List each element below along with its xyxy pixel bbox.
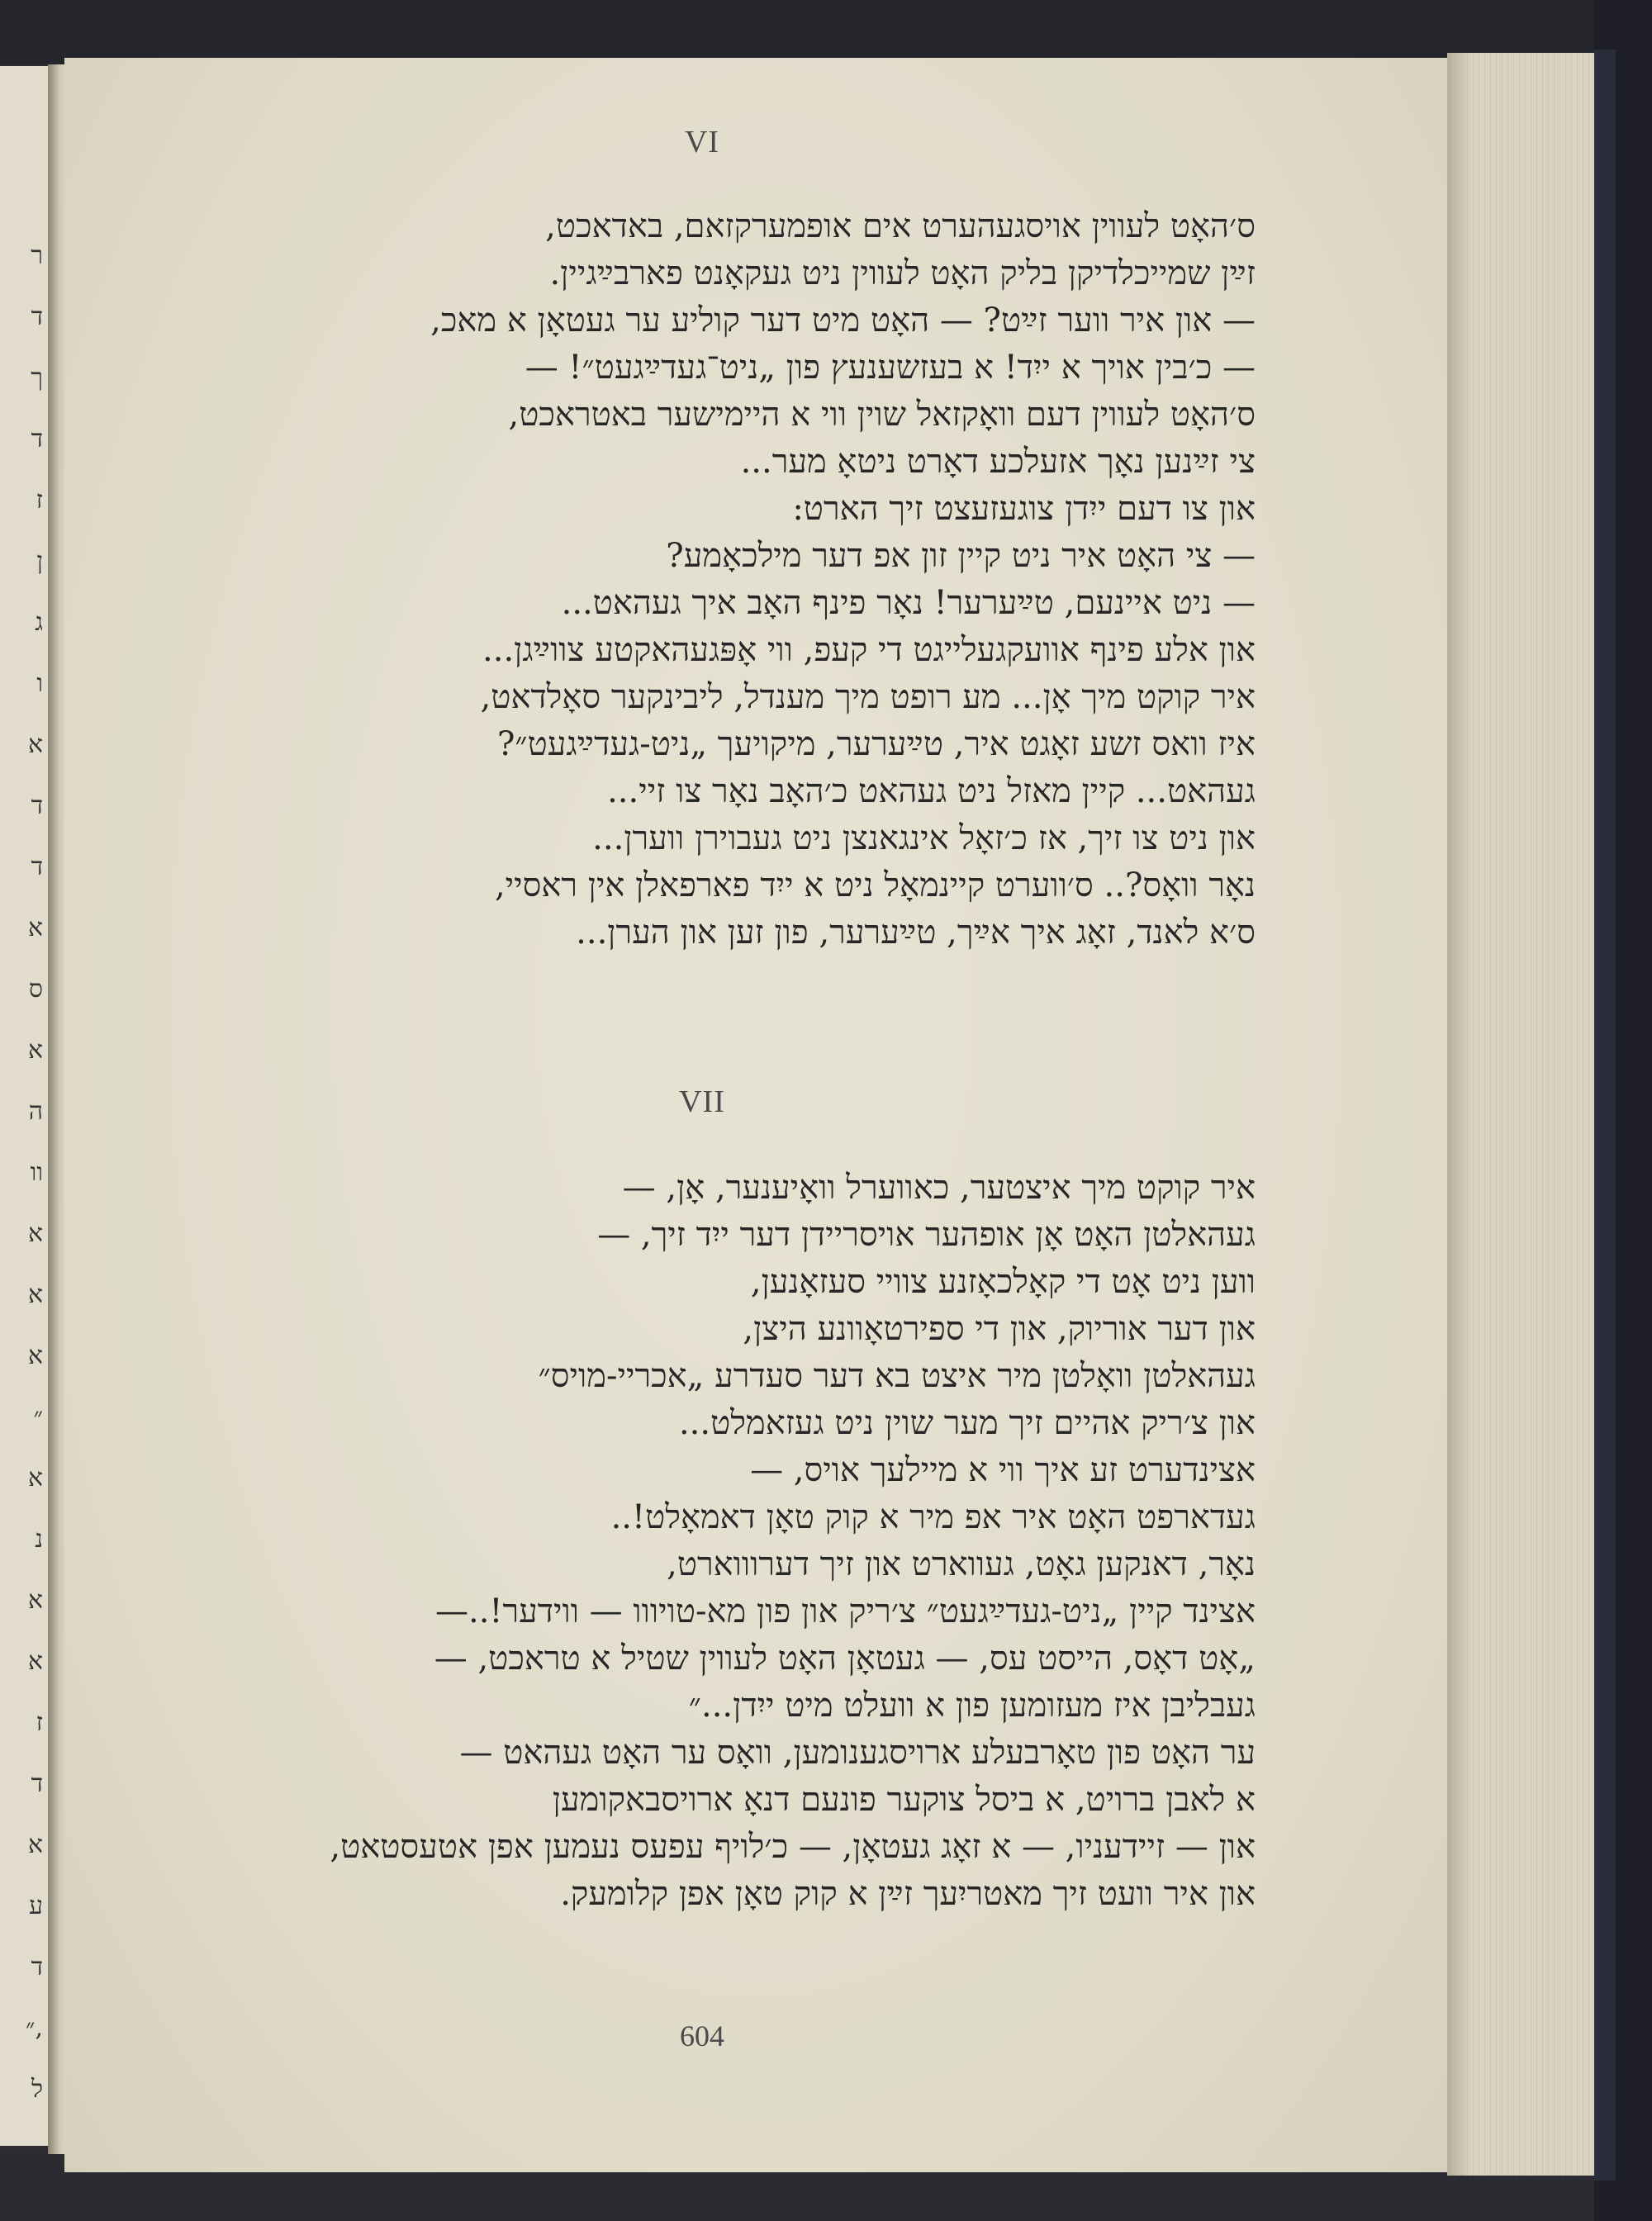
left-page-fragment: א	[27, 914, 43, 942]
section-title-vii: VII	[679, 1084, 725, 1119]
text-line: און ניט צו זיך, אז כ׳זאָל אינגאנצן ניט געבוירן ווערן...	[592, 819, 1256, 857]
text-line: געבליבן איז מעזומען פון א וועלט מיט ייִדן...״	[688, 1687, 1256, 1725]
left-page-fragment: א	[27, 1647, 43, 1676]
left-page-fragment: ר	[31, 241, 43, 270]
text-line: נאָר וואָס?.. ס׳ווערט קיינמאָל ניט א ייִד פארפאלן אין ראסיי,	[494, 866, 1256, 904]
page-number: 604	[680, 2019, 724, 2053]
text-line: — און איר ווער זײַט? — האָט מיט דער קוליע ער געטאָן א מאכ,	[430, 301, 1256, 339]
left-page-fragment: ״	[33, 1402, 43, 1431]
left-page-fragment: ד	[31, 1769, 43, 1798]
text-line: ער האָט פון טאָרבעלע ארויסגענומען, וואָס ער האָט געהאט —	[459, 1734, 1256, 1772]
left-page-fragment: נ	[35, 1525, 43, 1554]
left-page-fragment: ס	[28, 975, 43, 1004]
text-line: און צו דעם ייִדן צוגעזעצט זיך הארט:	[792, 490, 1256, 528]
text-line: אצינדערט זע איך ווי א מיילעך אויס, —	[750, 1451, 1256, 1489]
text-line: און צ׳ריק אהיים זיך מער שוין ניט געזאמלט...	[678, 1404, 1256, 1442]
left-page-fragment: א	[27, 1280, 43, 1309]
text-line: געהאט... קיין מאזל ניט געהאט כ׳האָב נאָר צו זיי...	[607, 772, 1256, 810]
left-page-fragment: ו	[36, 669, 43, 698]
left-page-fragment: א	[27, 730, 43, 759]
section-title-vi: VI	[684, 125, 720, 159]
text-line: אצינד קיין „ניט-געדײַגעט״ צ׳ריק און פון מא-טויווו — ווידער!..—	[434, 1592, 1256, 1630]
left-page-fragment: א	[27, 1586, 43, 1615]
text-line: איז וואס זשע זאָגט איר, טײַערער, מיקויעך „ניט-געדײַגעט״?	[496, 725, 1256, 763]
text-line: „אָט דאָס, הייסט עס, — געטאָן האָט לעווין שטיל א טראכט, —	[434, 1640, 1256, 1678]
text-line: איר קוקט מיך איצטער, כאווערל וואָיענער, אָן, —	[622, 1169, 1256, 1207]
left-page-fragment: ז	[36, 1708, 43, 1737]
text-line: א לאבן ברויט, א ביסל צוקער פונעם דנאָ ארויסבאקומען	[552, 1781, 1256, 1819]
left-page-fragment: א	[27, 1830, 43, 1859]
text-line: און — זיידעניו, — א זאָג געטאָן, — כ׳לויף עפעס נעמען אפן אטעסטאט,	[330, 1828, 1256, 1866]
left-page-fragment: א	[27, 1219, 43, 1248]
left-page-edge	[0, 66, 50, 2146]
left-page-fragment: ה	[28, 1097, 43, 1126]
left-page-fragment: ד	[31, 425, 43, 453]
text-line: — צי האָט איר ניט קיין זון אפ דער מילכאָמע?	[666, 537, 1256, 575]
left-page-fragment: א	[27, 1464, 43, 1493]
text-line: נאָר, דאנקען גאָט, געווארט און זיך דערוווארט,	[667, 1545, 1256, 1583]
text-line: געהאלטן האָט אָן אופהער אויסריידן דער ייִד זיך, —	[597, 1216, 1256, 1254]
left-page-fragment: ד	[31, 302, 43, 331]
text-line: געהאלטן וואָלטן מיר איצט בא דער סעדרע „אכריי-מויס״	[538, 1357, 1256, 1395]
left-page-fragment: ך	[31, 363, 43, 392]
text-line: — ניט איינעם, טײַערער! נאָר פינף האָב איך געהאט...	[561, 584, 1256, 622]
text-line: ס׳האָט לעווין דעם וואָקזאל שוין ווי א היימישער באטראכט,	[508, 396, 1256, 434]
background-top	[0, 0, 1652, 64]
text-line: זײַן שמייכלדיקן בליק האָט לעווין ניט געקאָנט פארבײַגיין.	[549, 254, 1256, 292]
left-page-fragment: וו	[30, 1158, 43, 1187]
text-line: ווען ניט אָט די קאָלכאָזנע צוויי סעזאָנען,	[750, 1263, 1256, 1301]
left-page-fragment: ד	[31, 791, 43, 820]
section-vi-text	[223, 203, 1256, 956]
book-cover-edge	[1594, 50, 1616, 2181]
text-line: צי זײַנען נאָך אזעלכע דאָרט ניטאָ מער...	[740, 443, 1256, 481]
left-page-fragment: א	[27, 1341, 43, 1370]
text-line: ס׳א לאנד, זאָג איך אײַך, טײַערער, פון זען און הערן...	[576, 914, 1256, 952]
left-page-fragment: ג	[35, 608, 43, 637]
left-page-fragment: ן	[36, 547, 43, 576]
text-line: און איר וועט זיך מאטריִעך זײַן א קוק טאָן אפן קלומעק.	[560, 1875, 1256, 1913]
text-line: איר קוקט מיך אָן... מע רופט מיך מענדל, ליבינקער סאָלדאט,	[480, 678, 1256, 716]
text-line: — כ׳בין אויך א ייִד! א בעזשענעץ פון „ניט־געדײַגעט״! —	[525, 349, 1256, 387]
page-edge-shadow	[1447, 53, 1472, 2176]
left-page-fragment: א	[27, 1036, 43, 1065]
left-page-fragment: ד	[31, 852, 43, 881]
left-page-fragment: ז	[36, 486, 43, 515]
text-line: און דער אוריוק, און די ספירטאָוונע היצן,	[743, 1310, 1256, 1348]
left-page-fragment: ״,	[26, 2014, 43, 2043]
left-page-fragment: ל	[31, 2075, 43, 2104]
text-line: ס׳האָט לעווין אויסגעהערט אים אופמערקזאם, באדאכט,	[545, 207, 1256, 245]
text-line: און אלע פינף אוועקגעלייגט די קעפ, ווי אָפּגעהאקטע צווײַגן...	[482, 631, 1256, 669]
section-vii-text	[223, 1165, 1256, 1918]
left-page-fragment: ע	[29, 1891, 43, 1920]
text-line: געדארפט האָט איר אפ מיר א קוק טאָן דאמאָלט!..	[610, 1498, 1256, 1536]
left-page-fragment: ד	[31, 1953, 43, 1981]
